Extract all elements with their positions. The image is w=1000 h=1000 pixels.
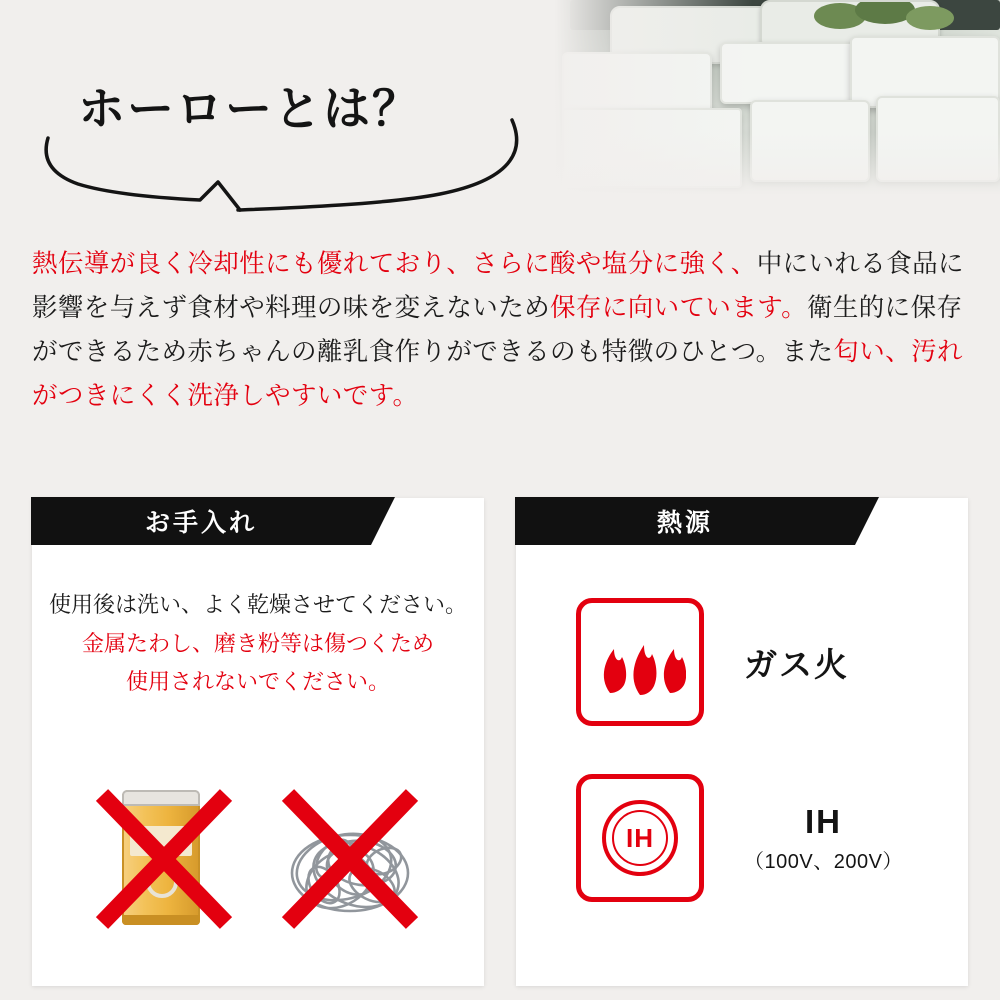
photo-fade-bottom xyxy=(550,0,1000,195)
gas-flame-icon xyxy=(594,627,686,697)
prohibited-cleanser-can xyxy=(80,765,250,940)
description-segment-3: 保存に向いています。 xyxy=(550,293,807,322)
description-paragraph xyxy=(32,243,970,418)
description-segment-4: 衛生的に保存ができるため赤ちゃんの離乳食作りができるのも特徴のひとつ。また xyxy=(32,293,963,366)
ih-voltage-note: （100V、200V） xyxy=(744,850,903,873)
prohibition-x-icon xyxy=(266,765,436,940)
care-instructions xyxy=(32,586,484,702)
ih-badge-text: IH xyxy=(626,822,654,853)
gas-icon-box xyxy=(576,598,704,726)
care-panel-ribbon: お手入れ xyxy=(31,497,371,545)
gas-label: ガス火 xyxy=(744,645,849,683)
care-line-2: 金属たわし、磨き粉等は傷つくため xyxy=(81,630,434,656)
care-line-3: 使用されないでください。 xyxy=(125,669,390,694)
care-panel xyxy=(32,498,484,986)
ih-label-group xyxy=(744,803,903,874)
page-title: ホーローとは？ xyxy=(78,82,421,135)
product-photo xyxy=(550,0,1000,195)
ih-icon-box xyxy=(576,774,704,902)
heat-source-panel xyxy=(516,498,968,986)
heading-underline-swoosh xyxy=(40,118,530,213)
prohibited-metal-scrubber xyxy=(266,765,436,940)
heat-source-ih xyxy=(576,774,903,902)
description-segment-5: 匂い、汚れがつきにくく洗浄しやすいです。 xyxy=(32,337,963,410)
description-segment-1: 熱伝導が良く冷却性にも優れており、さらに酸や塩分に強く、 xyxy=(32,250,757,278)
ih-label: IH xyxy=(804,802,842,840)
prohibition-x-icon xyxy=(80,765,250,940)
care-line-1: 使用後は洗い、よく乾燥させてください。 xyxy=(48,592,467,617)
prohibited-items-row xyxy=(72,760,444,940)
heat-source-gas xyxy=(576,598,849,726)
heat-panel-ribbon: 熱源 xyxy=(515,497,855,545)
gas-label-group xyxy=(744,639,849,686)
description-segment-2: 中にいれる食品に影響を与えず食材や料理の味を変えないため xyxy=(32,250,964,322)
ih-icon xyxy=(602,800,678,876)
